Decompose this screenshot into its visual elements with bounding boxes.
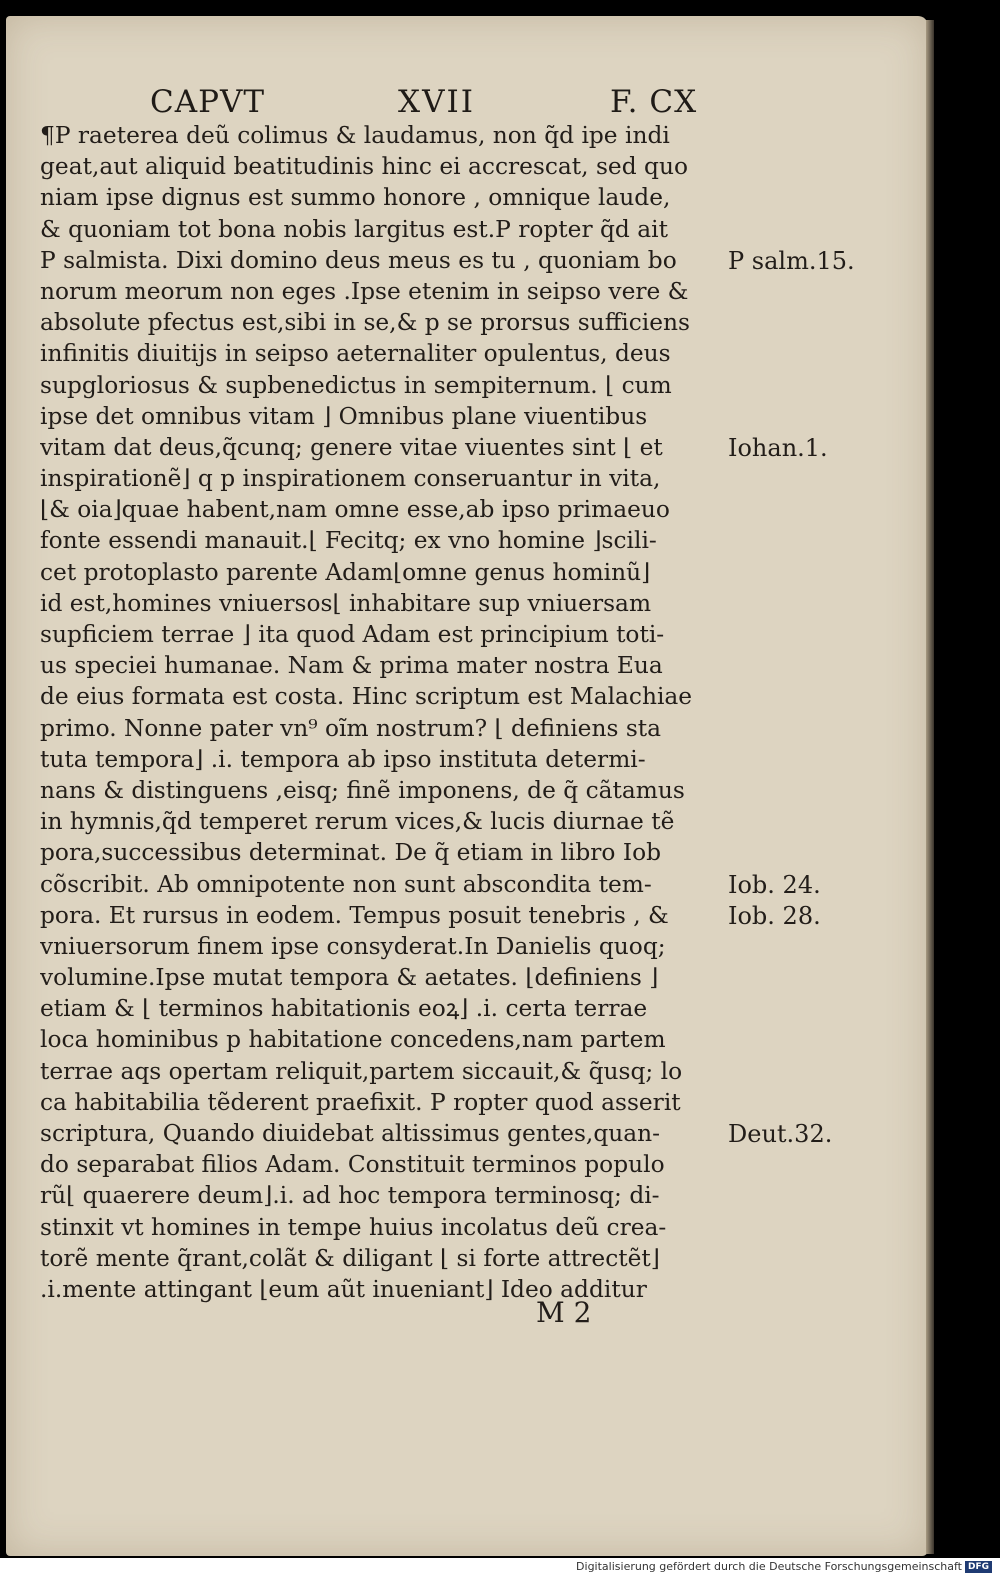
text-line: absolute pfectus est,sibi in se,& p se prorsus sufficiens bbox=[40, 309, 690, 337]
text-line: .i.mente attingant ⌊eum aũt inueniant⌋ Ideo additur bbox=[40, 1275, 647, 1303]
text-line: vniuersorum finem ipse consyderat.In Danielis quoq; bbox=[40, 932, 666, 960]
header-chapter-number: XVII bbox=[398, 84, 475, 120]
text-line: ⌊& oia⌋quae habent,nam omne esse,ab ipso primaeuo bbox=[40, 496, 670, 524]
text-line: id est,homines vniuersos⌊ inhabitare sup vniuersam bbox=[40, 589, 652, 617]
text-line: do separabat filios Adam. Constituit terminos populo bbox=[40, 1151, 665, 1179]
text-line: pora,successibus determinat. De q̃ etiam in libro Iob bbox=[40, 839, 662, 867]
text-line: cõscribit. Ab omnipotente non sunt abscondita tem- bbox=[40, 870, 652, 898]
text-line: de eius formata est costa. Hinc scriptum est Malachiae bbox=[40, 683, 693, 711]
margin-note: Deut.32. bbox=[728, 1120, 833, 1149]
text-line: & quoniam tot bona nobis largitus est.P ropter q̃d ait bbox=[40, 215, 668, 243]
text-line: pora. Et rursus in eodem. Tempus posuit tenebris , & bbox=[40, 901, 669, 929]
text-line: infinitis diuitijs in seipso aeternaliter opulentus, deus bbox=[40, 340, 671, 368]
text-line: in hymnis,q̃d temperet rerum vices,& lucis diurnae tẽ bbox=[40, 808, 675, 836]
text-line: norum meorum non eges .Ipse etenim in seipso vere & bbox=[40, 277, 689, 305]
text-line: volumine.Ipse mutat tempora & aetates. ⌊definiens ⌋ bbox=[40, 964, 659, 992]
header-folio-number: F. CX bbox=[610, 84, 698, 120]
signature-mark: M 2 bbox=[536, 1296, 592, 1329]
running-header bbox=[0, 84, 1000, 124]
text-line: ipse det omnibus vitam ⌋ Omnibus plane viuentibus bbox=[40, 402, 648, 430]
text-line: scriptura, Quando diuidebat altissimus gentes,quan- bbox=[40, 1120, 661, 1147]
text-line: stinxit vt homines in tempe huius incolatus deũ crea- bbox=[40, 1213, 667, 1241]
text-line: supficiem terrae ⌋ ita quod Adam est principium toti- bbox=[40, 621, 665, 648]
text-line: terrae aqs opertam reliquit,partem siccauit,& q̃usq; lo bbox=[40, 1057, 683, 1085]
text-line: ca habitabilia tẽderent praefixit. P ropter quod asserit bbox=[40, 1088, 681, 1116]
credit-text: Digitalisierung gefördert durch die Deutsche Forschungsgemeinschaft bbox=[576, 1560, 962, 1573]
text-line: tuta tempora⌋ .i. tempora ab ipso instituta determi- bbox=[40, 745, 646, 773]
text-line: primo. Nonne pater vn⁹ oĩm nostrum? ⌊ definiens sta bbox=[40, 714, 662, 742]
digitization-credit bbox=[576, 1560, 992, 1573]
text-line: P salmista. Dixi domino deus meus es tu , quoniam bo bbox=[40, 246, 677, 274]
text-line: nans & distinguens ,eisq; finẽ imponens, de q̃ cãtamus bbox=[40, 776, 685, 804]
text-line: supgloriosus & supbenedictus in sempiternum. ⌊ cum bbox=[40, 371, 672, 399]
margin-note: Iob. 28. bbox=[728, 902, 821, 930]
header-chapter-label: CAPVT bbox=[150, 84, 266, 120]
dfg-logo: DFG bbox=[965, 1561, 992, 1573]
text-line: niam ipse dignus est summo honore , omnique laude, bbox=[40, 184, 671, 212]
text-line: rũ⌊ quaerere deum⌋.i. ad hoc tempora terminosq; di- bbox=[40, 1182, 660, 1210]
text-line: cet protoplasto parente Adam⌊omne genus hominũ⌋ bbox=[40, 558, 651, 586]
page-edge bbox=[926, 20, 934, 1554]
text-line: loca hominibus p habitatione concedens,nam partem bbox=[40, 1026, 666, 1054]
text-line: ¶P raeterea deũ colimus & laudamus, non q̃d ipe indi bbox=[40, 122, 670, 149]
margin-note: Iohan.1. bbox=[728, 434, 828, 462]
text-line: torẽ mente q̃rant,colãt & diligant ⌊ si forte attrectẽt⌋ bbox=[40, 1244, 660, 1272]
margin-note: Iob. 24. bbox=[728, 870, 821, 899]
text-line: etiam & ⌊ terminos habitationis eoꝝ⌋ .i. certa terrae bbox=[40, 995, 648, 1023]
text-line: inspirationẽ⌋ q p inspirationem conseruantur in vita, bbox=[40, 465, 661, 493]
text-line: fonte essendi manauit.⌊ Fecitq; ex vno homine ⌋scili- bbox=[40, 527, 657, 555]
margin-note: P salm.15. bbox=[728, 246, 855, 275]
text-line: vitam dat deus,q̃cunq; genere vitae viuentes sint ⌊ et bbox=[40, 433, 663, 461]
text-line: geat,aut aliquid beatitudinis hinc ei accrescat, sed quo bbox=[40, 153, 688, 181]
body-text bbox=[40, 120, 730, 1305]
text-line: us speciei humanae. Nam & prima mater nostra Eua bbox=[40, 652, 663, 680]
